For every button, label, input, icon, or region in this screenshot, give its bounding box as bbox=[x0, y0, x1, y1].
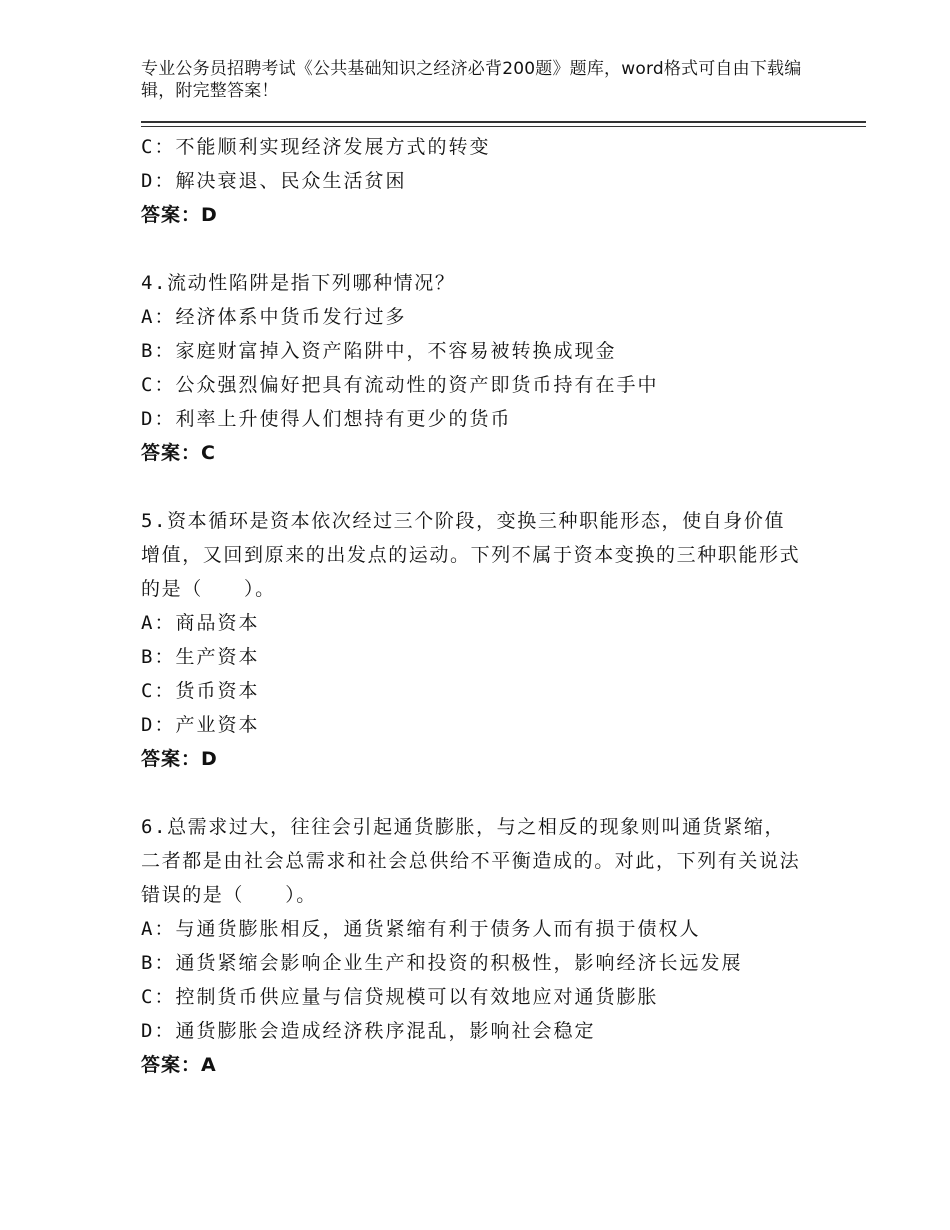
option-a: A：商品资本 bbox=[141, 612, 260, 634]
answer-label: 答案：D bbox=[141, 748, 218, 770]
answer-label: 答案：D bbox=[141, 204, 218, 226]
option-d: D：解决衰退、民众生活贫困 bbox=[141, 170, 407, 192]
option-b: B：家庭财富掉入资产陷阱中，不容易被转换成现金 bbox=[141, 340, 617, 362]
header-divider-thick bbox=[141, 121, 866, 123]
spacer bbox=[141, 776, 801, 810]
option-d: D：产业资本 bbox=[141, 714, 260, 736]
option-d: D：利率上升使得人们想持有更少的货币 bbox=[141, 408, 512, 430]
option-a: A：与通货膨胀相反，通货紧缩有利于债务人而有损于债权人 bbox=[141, 918, 701, 940]
question-content bbox=[141, 130, 801, 1082]
option-c: C：控制货币供应量与信贷规模可以有效地应对通货膨胀 bbox=[141, 986, 659, 1008]
option-c: C：货币资本 bbox=[141, 680, 260, 702]
question-4 bbox=[141, 266, 801, 470]
spacer bbox=[141, 470, 801, 504]
question-stem: 4.流动性陷阱是指下列哪种情况？ bbox=[141, 272, 456, 294]
page-header-text: 专业公务员招聘考试《公共基础知识之经济必背200题》题库，word格式可自由下载编辑，附完整答案！ bbox=[141, 59, 802, 101]
answer-label: 答案：A bbox=[141, 1054, 217, 1076]
option-d: D：通货膨胀会造成经济秩序混乱，影响社会稳定 bbox=[141, 1020, 596, 1042]
option-b: B：生产资本 bbox=[141, 646, 260, 668]
answer-label: 答案：C bbox=[141, 442, 216, 464]
question-fragment bbox=[141, 130, 801, 232]
question-stem: 5.资本循环是资本依次经过三个阶段，变换三种职能形态，使自身价值增值，又回到原来的出发点的运动。下列不属于资本变换的三种职能形式的是（ ）。 bbox=[141, 510, 801, 600]
spacer bbox=[141, 232, 801, 266]
question-stem: 6.总需求过大，往往会引起通货膨胀，与之相反的现象则叫通货紧缩，二者都是由社会总需求和社会总供给不平衡造成的。对此，下列有关说法错误的是（ ）。 bbox=[141, 816, 801, 906]
option-c: C：公众强烈偏好把具有流动性的资产即货币持有在手中 bbox=[141, 374, 659, 396]
option-a: A：经济体系中货币发行过多 bbox=[141, 306, 407, 328]
option-c: C：不能顺利实现经济发展方式的转变 bbox=[141, 136, 491, 158]
header-divider-thin bbox=[141, 126, 866, 127]
question-5 bbox=[141, 504, 801, 776]
option-b: B：通货紧缩会影响企业生产和投资的积极性，影响经济长远发展 bbox=[141, 952, 743, 974]
question-6 bbox=[141, 810, 801, 1082]
